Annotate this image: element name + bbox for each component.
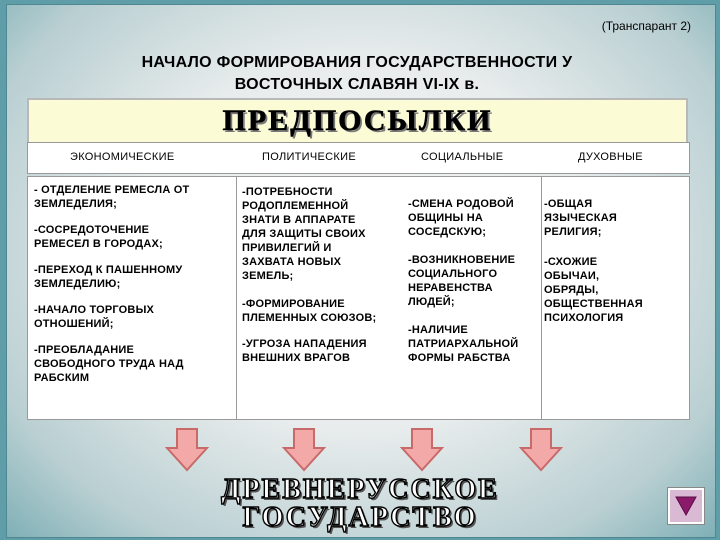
triangle-down-icon <box>675 496 697 516</box>
column-headers <box>27 142 690 174</box>
spiritual-column <box>544 197 684 325</box>
column-divider <box>236 177 237 419</box>
transparency-label: (Транспарант 2) <box>601 19 691 33</box>
down-arrow-icon <box>165 428 209 472</box>
down-arrow-icon <box>400 428 444 472</box>
header-spiritual: ДУХОВНЫЕ <box>578 151 643 163</box>
political-item: -УГРОЗА НАПАДЕНИЯ ВНЕШНИХ ВРАГОВ <box>242 338 367 364</box>
header-political: ПОЛИТИЧЕСКИЕ <box>262 151 356 163</box>
down-arrow-icon <box>519 428 563 472</box>
economic-column <box>34 183 234 385</box>
title-line-1: НАЧАЛО ФОРМИРОВАНИЯ ГОСУДАРСТВЕННОСТИ У <box>141 54 573 71</box>
economic-item: -ПРЕОБЛАДАНИЕ СВОБОДНОГО ТРУДА НАД РАБСКИМ <box>34 344 184 384</box>
result-line-1: ДРЕВНЕРУССКОЕ <box>221 474 499 505</box>
economic-item: -НАЧАЛО ТОРГОВЫХ ОТНОШЕНИЙ; <box>34 304 155 330</box>
social-item: -НАЛИЧИЕ ПАТРИАРХАЛЬНОЙ ФОРМЫ РАБСТВА <box>408 324 519 364</box>
political-column <box>242 185 402 365</box>
prerequisites-banner <box>27 98 688 144</box>
page-title <box>77 52 637 96</box>
next-slide-button[interactable] <box>668 488 704 524</box>
economic-item: - ОТДЕЛЕНИЕ РЕМЕСЛА ОТ ЗЕМЛЕДЕЛИЯ; <box>34 184 190 210</box>
title-line-2: ВОСТОЧНЫХ СЛАВЯН VI-IX в. <box>234 76 480 93</box>
political-item: -ФОРМИРОВАНИЕ ПЛЕМЕННЫХ СОЮЗОВ; <box>242 298 377 324</box>
result-line-2: ГОСУДАРСТВО <box>242 502 478 533</box>
banner-text: ПРЕДПОСЫЛКИ <box>222 104 493 137</box>
social-item: -СМЕНА РОДОВОЙ ОБЩИНЫ НА СОСЕДСКУЮ; <box>408 198 514 238</box>
political-item: -ПОТРЕБНОСТИ РОДОПЛЕМЕННОЙ ЗНАТИ В АППАРАТЕ ДЛЯ ЗАЩИТЫ СВОИХ ПРИВИЛЕГИЙ И ЗАХВАТА НОВЫХ ЗЕМЕЛЬ; <box>242 186 366 282</box>
economic-item: -ПЕРЕХОД К ПАШЕННОМУ ЗЕМЛЕДЕЛИЮ; <box>34 264 183 290</box>
social-item: -ВОЗНИКНОВЕНИЕ СОЦИАЛЬНОГО НЕРАВЕНСТВА ЛЮДЕЙ; <box>408 254 516 308</box>
header-social: СОЦИАЛЬНЫЕ <box>421 151 504 163</box>
spiritual-item: -ОБЩАЯ ЯЗЫЧЕСКАЯ РЕЛИГИЯ; <box>544 198 617 238</box>
prerequisites-table <box>27 176 690 420</box>
down-arrow-icon <box>282 428 326 472</box>
header-economic: ЭКОНОМИЧЕСКИЕ <box>70 151 175 163</box>
social-column <box>408 197 548 365</box>
economic-item: -СОСРЕДОТОЧЕНИЕ РЕМЕСЕЛ В ГОРОДАХ; <box>34 224 163 250</box>
spiritual-item: -СХОЖИЕ ОБЫЧАИ, ОБРЯДЫ, ОБЩЕСТВЕННАЯ ПСИХОЛОГИЯ <box>544 256 643 324</box>
